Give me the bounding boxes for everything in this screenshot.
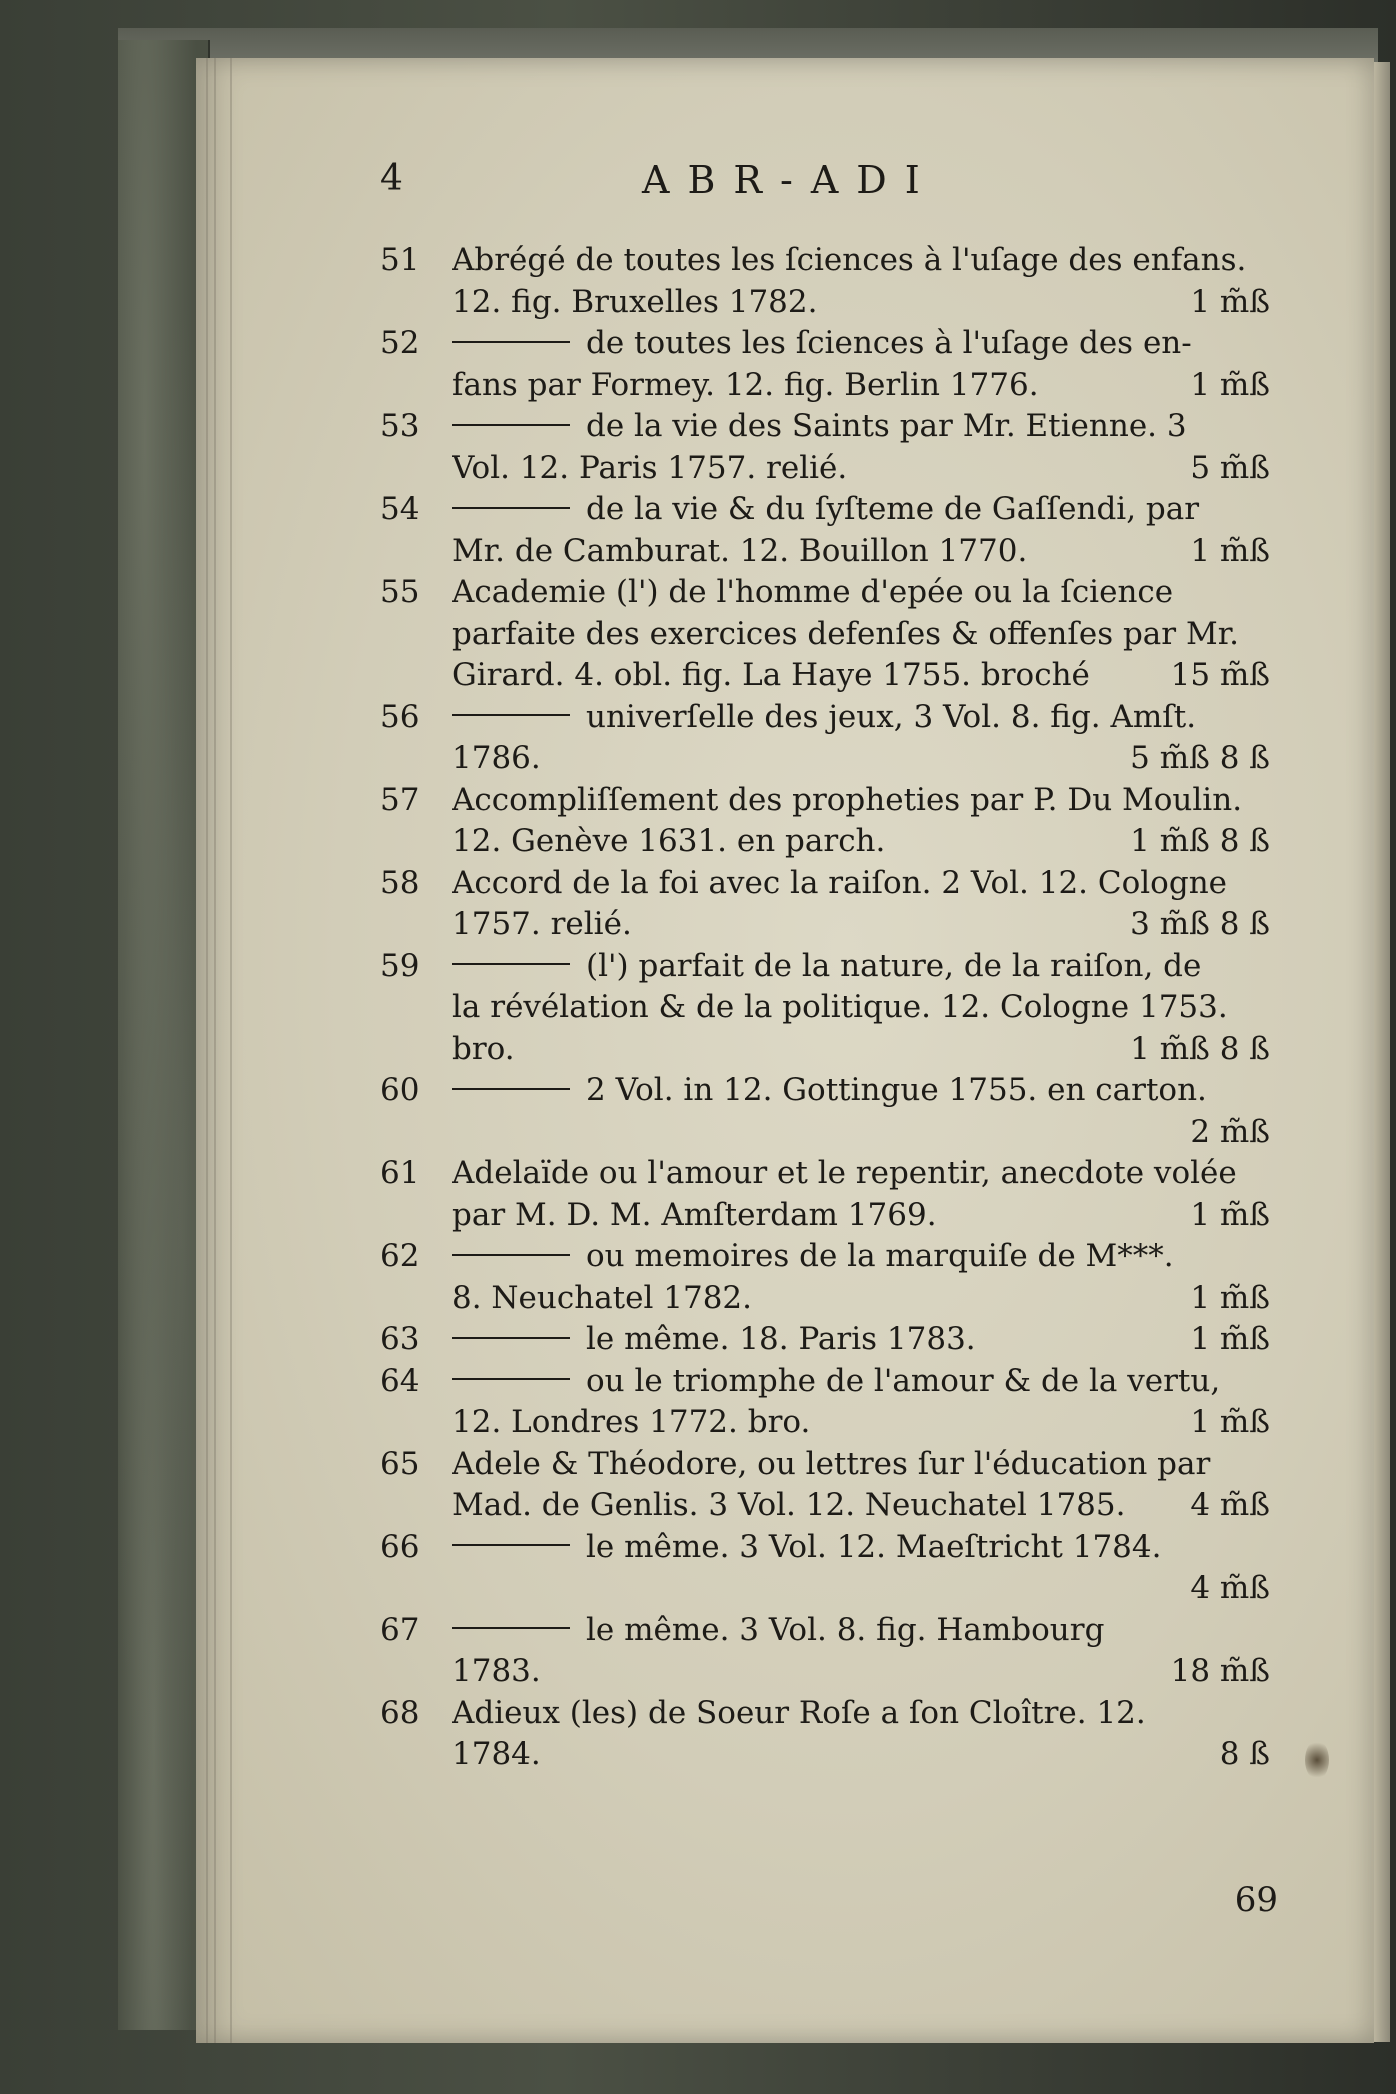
gutter-line <box>230 58 232 2043</box>
catalogue-entry <box>380 1527 1270 1610</box>
entry-number: 62 <box>380 1238 420 1274</box>
catalogue-entry <box>380 1444 1270 1527</box>
entry-text-content: Girard. 4. obl. fig. La Haye 1755. broché <box>452 657 1090 693</box>
entry-price <box>1258 1153 1270 1195</box>
entry-price: 5 m̃ß <box>1190 449 1270 486</box>
entry-line <box>452 240 1270 282</box>
entry-line <box>452 1527 1270 1569</box>
catalogue-entry <box>380 489 1270 572</box>
entry-body <box>452 863 1270 946</box>
catalogue-entry <box>380 1153 1270 1236</box>
entry-text <box>452 1236 1258 1278</box>
ditto-dash <box>452 1088 570 1090</box>
entry-price <box>1258 1236 1270 1278</box>
entry-text-content: 1757. relié. <box>452 906 632 942</box>
entry-text <box>452 1568 1178 1610</box>
ditto-dash <box>452 341 570 343</box>
entry-text-content: le même. 3 Vol. 12. Maeſtricht 1784. <box>586 1528 1162 1565</box>
entry-line <box>452 323 1270 365</box>
entry-price <box>1258 946 1270 988</box>
entry-text <box>452 863 1258 905</box>
entry-number: 55 <box>380 574 420 610</box>
entry-number: 51 <box>380 242 420 278</box>
entry-text <box>452 1485 1178 1527</box>
catalogue-entry <box>380 863 1270 946</box>
entry-text <box>452 1361 1258 1403</box>
entry-number: 54 <box>380 491 420 527</box>
entry-text <box>452 406 1258 448</box>
page-edge <box>1374 62 1390 2042</box>
entry-text <box>452 904 1118 946</box>
catalogue-entries <box>380 240 1270 1776</box>
entry-text-content: 12. Londres 1772. bro. <box>452 1404 811 1440</box>
entry-line <box>452 655 1270 697</box>
ditto-dash <box>452 507 570 509</box>
entry-price: 1 m̃ß <box>1190 283 1270 320</box>
entry-price: 5 m̃ß 8 ß <box>1130 740 1270 776</box>
entry-number: 60 <box>380 1072 420 1108</box>
gutter-line <box>214 58 216 2043</box>
entry-line <box>452 738 1270 780</box>
entry-line <box>452 1195 1270 1237</box>
entry-text <box>452 1195 1178 1237</box>
entry-text-content: de la vie & du ſyſteme de Gaſſendi, par <box>586 491 1200 527</box>
running-title: ABR-ADI <box>642 158 938 202</box>
entry-text-content: Mr. de Camburat. 12. Bouillon 1770. <box>452 532 1028 569</box>
entry-line <box>452 697 1270 739</box>
ditto-dash <box>452 1337 570 1339</box>
entry-line <box>452 1610 1270 1652</box>
entry-price <box>1258 323 1270 365</box>
entry-price <box>1258 1527 1270 1569</box>
entry-line <box>452 863 1270 905</box>
entry-text <box>452 531 1178 573</box>
ink-stain <box>1305 1740 1329 1780</box>
entry-line <box>452 531 1270 573</box>
entry-body <box>452 780 1270 863</box>
entry-line <box>452 572 1270 614</box>
entry-price: 1 m̃ß <box>1190 1196 1270 1233</box>
entry-text-content: de toutes les ſciences à l'uſage des en- <box>586 325 1192 361</box>
entry-number: 52 <box>380 325 420 361</box>
entry-text <box>452 240 1258 282</box>
entry-text <box>452 1444 1258 1486</box>
entry-text-content: Adieux (les) de Soeur Roſe a ſon Cloître. 12. <box>452 1694 1146 1731</box>
ditto-dash <box>452 963 570 965</box>
catalogue-entry <box>380 1236 1270 1319</box>
entry-text <box>452 365 1178 407</box>
entry-text-content: la révélation & de la politique. 12. Cologne 1753. <box>452 989 1228 1025</box>
entry-number: 58 <box>380 864 420 901</box>
catalogue-entry <box>380 1319 1270 1361</box>
entry-body <box>452 946 1270 1071</box>
entry-line <box>452 1236 1270 1278</box>
catalogue-entry <box>380 1693 1270 1776</box>
entry-body <box>452 572 1270 697</box>
entry-price <box>1258 406 1270 448</box>
entry-line <box>452 1734 1270 1776</box>
entry-text-content: Adelaïde ou l'amour et le repentir, anecdote volée <box>452 1155 1237 1191</box>
entry-price: 4 m̃ß <box>1190 1570 1270 1606</box>
catalogue-entry <box>380 323 1270 406</box>
entry-text <box>452 489 1258 531</box>
entry-line <box>452 365 1270 407</box>
catalogue-entry <box>380 240 1270 323</box>
entry-text-content: 2 Vol. in 12. Gottingue 1755. en carton. <box>586 1072 1207 1108</box>
entry-line <box>452 821 1270 863</box>
entry-text <box>452 1319 1178 1361</box>
entry-text-content: Accompliſſement des propheties par P. Du Moulin. <box>452 781 1243 818</box>
entry-line <box>452 1278 1270 1320</box>
entry-text <box>452 448 1178 490</box>
entry-line <box>452 1112 1270 1154</box>
page-number: 4 <box>380 158 403 199</box>
entry-body <box>452 1319 1270 1361</box>
entry-number: 68 <box>380 1694 420 1731</box>
entry-price <box>1258 572 1270 614</box>
entry-text-content: 1783. <box>452 1653 541 1689</box>
entry-price: 1 m̃ß <box>1190 532 1270 569</box>
catalogue-entry <box>380 697 1270 780</box>
entry-text <box>452 282 1178 324</box>
entry-price: 4 m̃ß <box>1190 1487 1270 1523</box>
ditto-dash <box>452 1627 570 1629</box>
entry-body <box>452 489 1270 572</box>
entry-number: 63 <box>380 1321 420 1357</box>
entry-text-content: bro. <box>452 1030 515 1067</box>
catalogue-entry <box>380 946 1270 1071</box>
gutter-line <box>206 58 208 2043</box>
entry-number: 64 <box>380 1362 420 1399</box>
entry-price: 3 m̃ß 8 ß <box>1130 906 1270 942</box>
entry-price <box>1258 489 1270 531</box>
entry-number: 66 <box>380 1528 420 1565</box>
entry-text-content: univerſelle des jeux, 3 Vol. 8. fig. Amſt. <box>586 698 1197 735</box>
entry-text-content: 12. fig. Bruxelles 1782. <box>452 283 818 320</box>
entry-body <box>452 1693 1270 1776</box>
entry-line <box>452 1568 1270 1610</box>
running-head <box>380 158 1080 214</box>
entry-text-content: Abrégé de toutes les ſciences à l'uſage des enfans. <box>452 242 1247 278</box>
entry-line <box>452 1029 1270 1071</box>
entry-body <box>452 1236 1270 1319</box>
entry-number: 59 <box>380 947 420 984</box>
ditto-dash <box>452 1254 570 1256</box>
entry-text <box>452 323 1258 365</box>
entry-line <box>452 1693 1270 1735</box>
entry-text <box>452 655 1159 697</box>
entry-price <box>1258 1444 1270 1486</box>
entry-price <box>1258 987 1270 1029</box>
entry-number: 65 <box>380 1445 420 1482</box>
entry-body <box>452 1153 1270 1236</box>
entry-line <box>452 406 1270 448</box>
entry-line <box>452 1485 1270 1527</box>
entry-price <box>1258 863 1270 905</box>
entry-line <box>452 904 1270 946</box>
catalogue-entry <box>380 1610 1270 1693</box>
catalogue-entry <box>380 572 1270 697</box>
entry-text-content: fans par Formey. 12. fig. Berlin 1776. <box>452 366 1039 403</box>
entry-line <box>452 1319 1270 1361</box>
entry-text <box>452 1029 1118 1071</box>
entry-price: 1 m̃ß <box>1190 1404 1270 1440</box>
entry-text-content: 8. Neuchatel 1782. <box>452 1279 752 1316</box>
entry-text <box>452 572 1258 614</box>
entry-text <box>452 946 1258 988</box>
catchword: 69 <box>1234 1880 1278 1920</box>
entry-line <box>452 1651 1270 1693</box>
entry-text-content: Mad. de Genlis. 3 Vol. 12. Neuchatel 1785. <box>452 1487 1126 1523</box>
catalogue-entry <box>380 406 1270 489</box>
entry-line <box>452 282 1270 324</box>
entry-text <box>452 1112 1178 1154</box>
entry-price <box>1258 780 1270 822</box>
entry-text-content: 1786. <box>452 740 541 776</box>
entry-text <box>452 1693 1258 1735</box>
entry-text-content: parfaite des exercices defenſes & offenſes par Mr. <box>452 615 1239 652</box>
entry-price <box>1258 697 1270 739</box>
entry-price: 1 m̃ß <box>1190 366 1270 403</box>
ditto-dash <box>452 424 570 426</box>
entry-price: 1 m̃ß <box>1190 1279 1270 1316</box>
entry-number: 56 <box>380 698 420 735</box>
entry-text <box>452 780 1258 822</box>
entry-text-content: ou le triomphe de l'amour & de la vertu, <box>586 1362 1221 1399</box>
entry-line <box>452 1361 1270 1403</box>
entry-text <box>452 1610 1258 1652</box>
entry-text-content: le même. 3 Vol. 8. fig. Hambourg <box>586 1611 1105 1648</box>
entry-text-content: Vol. 12. Paris 1757. relié. <box>452 449 848 486</box>
entry-number: 61 <box>380 1155 420 1191</box>
entry-price <box>1258 1693 1270 1735</box>
entry-price <box>1258 614 1270 656</box>
entry-number: 53 <box>380 408 420 444</box>
entry-text-content: 12. Genève 1631. en parch. <box>452 823 886 859</box>
entry-price: 2 m̃ß <box>1190 1113 1270 1150</box>
entry-text <box>452 1734 1208 1776</box>
entry-text-content: (l') parfait de la nature, de la raiſon, de <box>586 947 1202 984</box>
entry-text <box>452 738 1118 780</box>
entry-text <box>452 614 1258 656</box>
entry-line <box>452 1444 1270 1486</box>
entry-number: 57 <box>380 781 420 818</box>
catalogue-entry <box>380 1070 1270 1153</box>
entry-line <box>452 946 1270 988</box>
catalogue-entry <box>380 780 1270 863</box>
entry-body <box>452 323 1270 406</box>
entry-number: 67 <box>380 1611 420 1648</box>
entry-text <box>452 1070 1258 1112</box>
entry-text <box>452 987 1258 1029</box>
entry-body <box>452 1361 1270 1444</box>
entry-price: 1 m̃ß 8 ß <box>1130 823 1270 859</box>
entry-text <box>452 1153 1258 1195</box>
catalogue-entry <box>380 1361 1270 1444</box>
entry-body <box>452 406 1270 489</box>
entry-line <box>452 1070 1270 1112</box>
entry-line <box>452 987 1270 1029</box>
entry-line <box>452 780 1270 822</box>
entry-text-content: ou memoires de la marquiſe de M***. <box>586 1238 1174 1274</box>
entry-body <box>452 1444 1270 1527</box>
entry-price: 8 ß <box>1219 1736 1270 1772</box>
entry-text-content: Accord de la foi avec la raiſon. 2 Vol. 12. Cologne <box>452 864 1227 901</box>
entry-text <box>452 1527 1258 1569</box>
entry-price <box>1258 1070 1270 1112</box>
entry-text-content: Academie (l') de l'homme d'epée ou la ſcience <box>452 574 1174 610</box>
entry-line <box>452 1402 1270 1444</box>
entry-price: 18 m̃ß <box>1170 1653 1270 1689</box>
entry-text-content: par M. D. M. Amſterdam 1769. <box>452 1196 937 1233</box>
entry-line <box>452 448 1270 490</box>
entry-body <box>452 1610 1270 1693</box>
entry-body <box>452 697 1270 780</box>
entry-price: 15 m̃ß <box>1170 657 1270 693</box>
entry-text <box>452 1402 1178 1444</box>
entry-price: 1 m̃ß 8 ß <box>1130 1030 1270 1067</box>
entry-price <box>1258 1610 1270 1652</box>
entry-line <box>452 614 1270 656</box>
entry-body <box>452 1527 1270 1610</box>
ditto-dash <box>452 1544 570 1546</box>
entry-body <box>452 240 1270 323</box>
entry-text <box>452 1278 1178 1320</box>
ditto-dash <box>452 1378 570 1380</box>
entry-price: 1 m̃ß <box>1190 1321 1270 1357</box>
entry-text <box>452 697 1258 739</box>
entry-text-content: Adele & Théodore, ou lettres ſur l'éducation par <box>452 1445 1211 1482</box>
entry-text <box>452 1651 1159 1693</box>
entry-line <box>452 489 1270 531</box>
entry-price <box>1258 1361 1270 1403</box>
ditto-dash <box>452 714 570 716</box>
entry-price <box>1258 240 1270 282</box>
entry-body <box>452 1070 1270 1153</box>
entry-text-content: 1784. <box>452 1736 541 1772</box>
entry-text <box>452 821 1118 863</box>
entry-text-content: le même. 18. Paris 1783. <box>586 1321 976 1357</box>
entry-text-content: de la vie des Saints par Mr. Etienne. 3 <box>586 408 1187 444</box>
entry-line <box>452 1153 1270 1195</box>
